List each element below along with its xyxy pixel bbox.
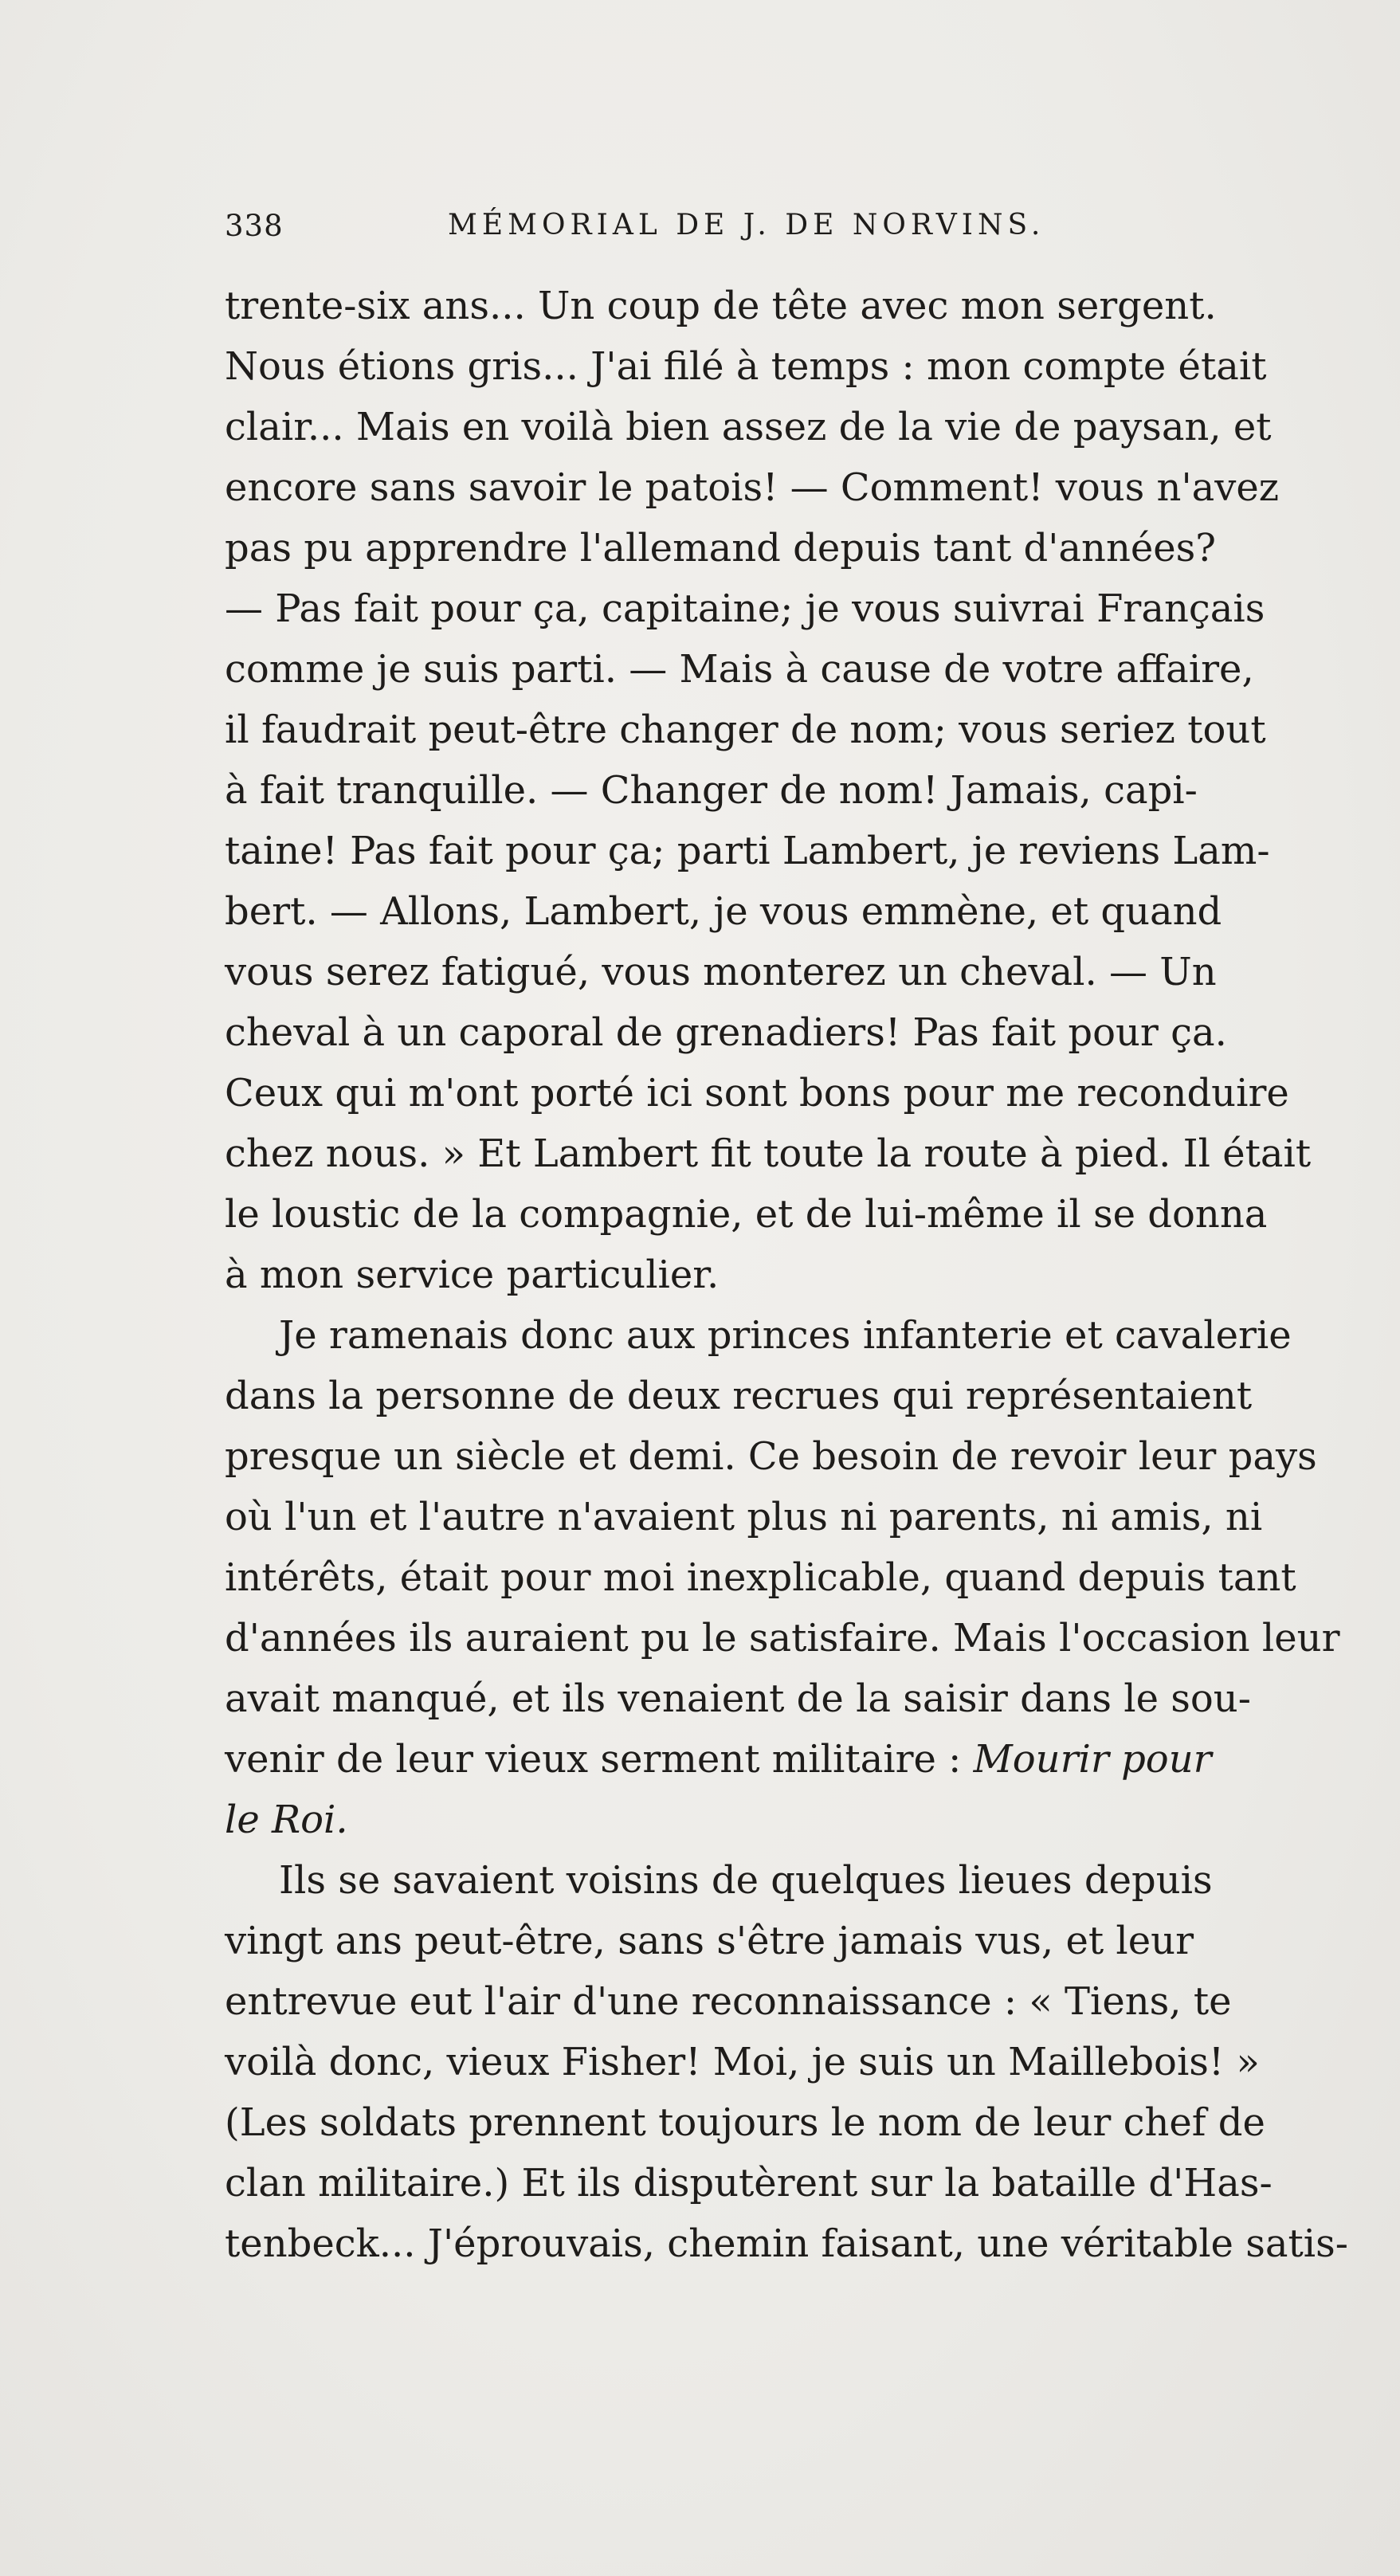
text-line: bert. — Allons, Lambert, je vous emmène, et quand (225, 889, 1222, 934)
text-line: il faudrait peut-être changer de nom; vous seriez tout (225, 708, 1266, 752)
text-line: Ceux qui m'ont porté ici sont bons pour me reconduire (225, 1071, 1289, 1115)
text-line: clan militaire.) Et ils disputèrent sur la bataille d'Has- (225, 2161, 1273, 2205)
text-line: voilà donc, vieux Fisher! Moi, je suis un Maillebois! » (225, 2040, 1260, 2084)
text-line: à fait tranquille. — Changer de nom! Jamais, capi- (225, 768, 1198, 813)
text-line: d'années ils auraient pu le satisfaire. Mais l'occasion leur (225, 1616, 1340, 1660)
text-line (225, 1729, 1324, 1790)
text-line: Nous étions gris... J'ai filé à temps : mon compte était (225, 344, 1267, 389)
text-line: — Pas fait pour ça, capitaine; je vous suivrai Français (225, 586, 1265, 631)
text-line: vingt ans peut-être, sans s'être jamais vus, et leur (225, 1919, 1194, 1963)
text-line: tenbeck... J'éprouvais, chemin faisant, une véritable satis- (225, 2221, 1348, 2266)
text-line: (Les soldats prennent toujours le nom de leur chef de (225, 2100, 1265, 2145)
paragraph-start-line: Je ramenais donc aux princes infanterie et cavalerie (279, 1313, 1292, 1358)
text-line: avait manqué, et ils venaient de la saisir dans le sou- (225, 1676, 1251, 1721)
text-line: cheval à un caporal de grenadiers! Pas fait pour ça. (225, 1010, 1227, 1055)
body-text (225, 276, 1348, 2274)
page-header (225, 209, 1105, 257)
text-line: presque un siècle et demi. Ce besoin de revoir leur pays (225, 1434, 1317, 1479)
page-number: 338 (225, 209, 284, 243)
text-line: où l'un et l'autre n'avaient plus ni parents, ni amis, ni (225, 1495, 1263, 1539)
text-line: comme je suis parti. — Mais à cause de votre affaire, (225, 647, 1254, 692)
text-segment: venir de leur vieux serment militaire : (225, 1737, 974, 1782)
italic-line: le Roi. (225, 1798, 348, 1842)
text-line: chez nous. » Et Lambert fit toute la route à pied. Il était (225, 1131, 1312, 1176)
text-line: intérêts, était pour moi inexplicable, quand depuis tant (225, 1555, 1296, 1600)
text-line: trente-six ans... Un coup de tête avec mon sergent. (225, 284, 1217, 328)
paragraph-start-line: Ils se savaient voisins de quelques lieues depuis (279, 1858, 1213, 1903)
text-line: à mon service particulier. (225, 1253, 720, 1297)
text-line: taine! Pas fait pour ça; parti Lambert, je reviens Lam- (225, 829, 1270, 873)
running-title: MÉMORIAL DE J. DE NORVINS. (448, 209, 1045, 241)
text-line: pas pu apprendre l'allemand depuis tant d'années? (225, 526, 1217, 570)
text-line: dans la personne de deux recrues qui représentaient (225, 1374, 1253, 1418)
text-line: encore sans savoir le patois! — Comment! vous n'avez (225, 465, 1280, 510)
italic-phrase: Mourir pour (973, 1737, 1212, 1782)
text-line: vous serez fatigué, vous monterez un cheval. — Un (225, 950, 1217, 994)
text-line: clair... Mais en voilà bien assez de la vie de paysan, et (225, 405, 1272, 449)
text-line: entrevue eut l'air d'une reconnaissance : « Tiens, te (225, 1979, 1232, 2024)
text-line: le loustic de la compagnie, et de lui-même il se donna (225, 1192, 1268, 1237)
